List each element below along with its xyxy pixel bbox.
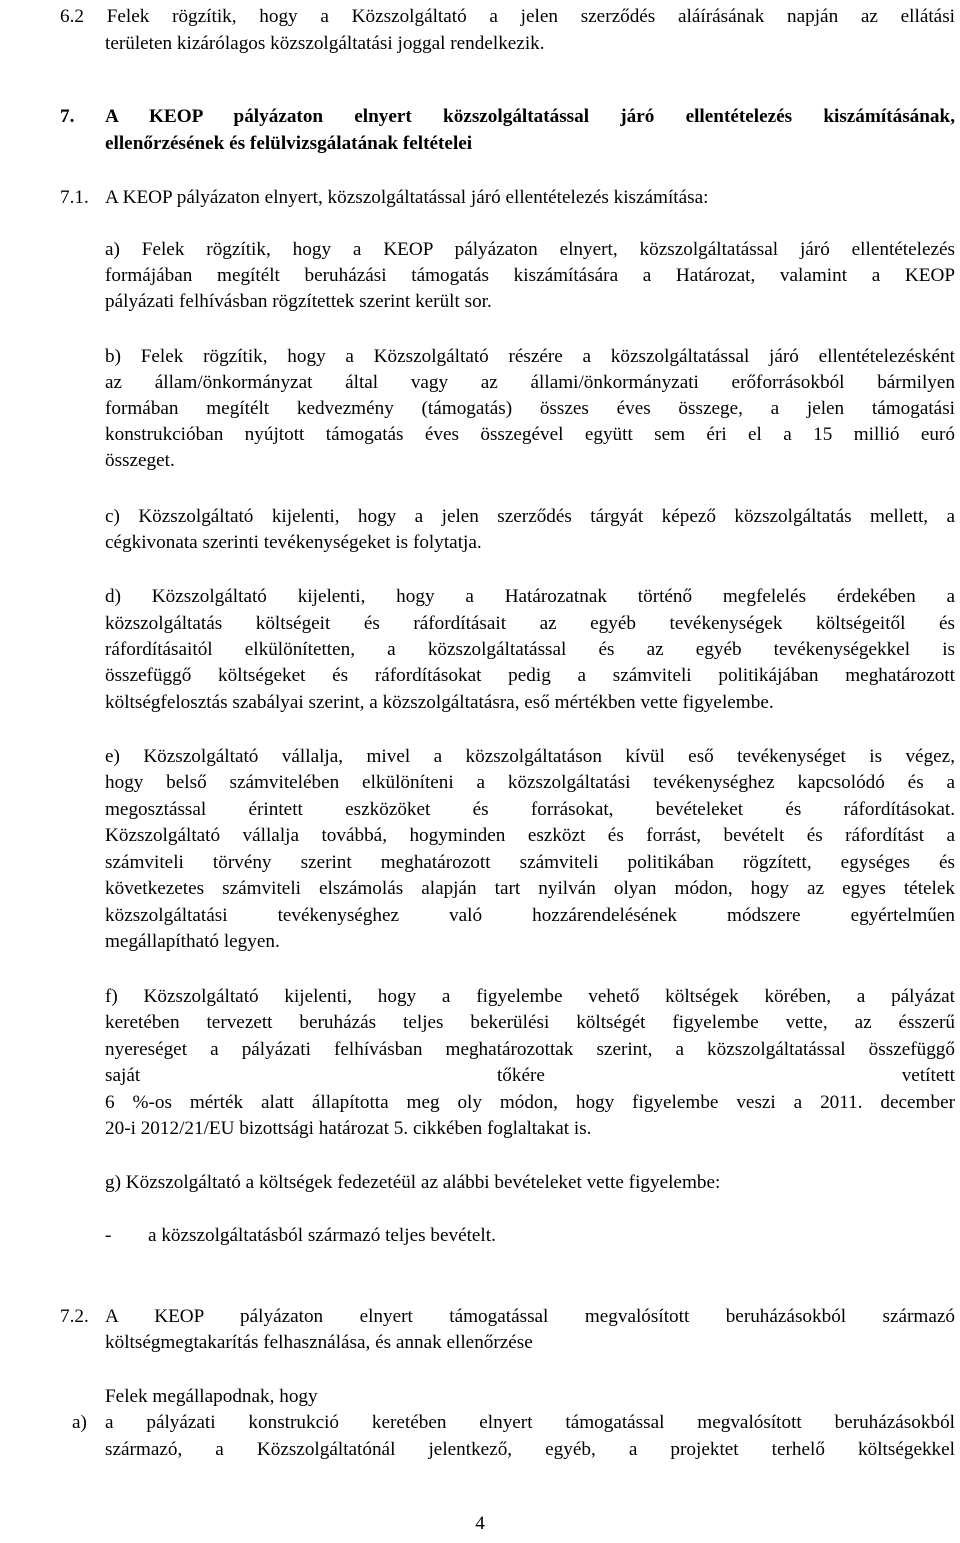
para-b-line: összeget.	[105, 450, 175, 471]
para-d-line: költségfelosztás szabályai szerint, a közszolgáltatásra, eső mértékben vette figyelembe.	[105, 692, 774, 713]
para-e-line: Közszolgáltató vállalja továbbá, hogyminden eszközt és forrást, bevételt és ráfordítást a	[105, 825, 955, 846]
para-d-line: közszolgáltatás költségeit és ráfordításait az egyéb tevékenységek költségeitől és	[105, 613, 955, 634]
para-f-line: 20-i 2012/21/EU bizottsági határozat 5. cikkében foglaltakat is.	[105, 1118, 592, 1139]
para-g-line: g) Közszolgáltató a költségek fedezetéül az alábbi bevételeket vette figyelembe:	[105, 1172, 721, 1193]
para-d-line: összefüggő költségeket és ráfordításokat pedig a számviteli politikájában meghatározott	[105, 665, 955, 686]
para-a-line: a) Felek rögzítik, hogy a KEOP pályázaton elnyert, közszolgáltatással járó ellentételezés	[105, 239, 955, 260]
para-d-line: ráfordításaitól elkülönítetten, a közszolgáltatással és az egyéb tevékenységekkel is	[105, 639, 955, 660]
section-7-2-item-a-line-1: a pályázati konstrukció keretében elnyert támogatással megvalósított beruházásokból	[105, 1412, 955, 1433]
para-b-line: b) Felek rögzítik, hogy a Közszolgáltató részére a közszolgáltatással járó ellentételezésként	[105, 346, 955, 367]
section-7-2-item-a-label: a)	[72, 1412, 87, 1433]
section-7-2-intro: Felek megállapodnak, hogy	[105, 1386, 318, 1407]
section-6-2-line-2: területen kizárólagos közszolgáltatási joggal rendelkezik.	[105, 33, 545, 54]
para-e-line: e) Közszolgáltató vállalja, mivel a közszolgáltatáson kívül eső tevékenységet is végez,	[105, 746, 955, 767]
para-f-line: 6 %-os mérték alatt állapította meg oly módon, hogy figyelembe veszi a 2011. december	[105, 1092, 955, 1113]
para-a-line: pályázati felhívásban rögzítettek szerint került sor.	[105, 291, 492, 312]
section-7-number: 7.	[60, 106, 75, 127]
para-f-line: nyereséget a pályázati felhívásban meghatározottak szerint, a közszolgáltatással összefüggő	[105, 1039, 955, 1060]
para-d-line: d) Közszolgáltató kijelenti, hogy a Határozatnak történő megfelelés érdekében a	[105, 586, 955, 607]
para-g-item: a közszolgáltatásból származó teljes bevételt.	[148, 1225, 496, 1246]
para-f-line: keretében tervezett beruházás teljes bekerülési költségét figyelembe vette, az ésszerű	[105, 1012, 955, 1033]
section-6-2-line-1: 6.2 Felek rögzítik, hogy a Közszolgáltató a jelen szerződés aláírásának napján az ellátási	[60, 6, 955, 27]
para-b-line: formában megítélt kedvezmény (támogatás) összes éves összege, a jelen támogatási	[105, 398, 955, 419]
para-e-line: megosztással érintett eszközöket és forrásokat, bevételeket és ráfordításokat.	[105, 799, 955, 820]
section-7-2-heading-line-2: költségmegtakarítás felhasználása, és annak ellenőrzése	[105, 1332, 533, 1353]
para-e-line: közszolgáltatási tevékenységhez való hozzárendelésének módszere egyértelműen	[105, 905, 955, 926]
para-f-line: f) Közszolgáltató kijelenti, hogy a figyelembe vehető költségek körében, a pályázat	[105, 986, 955, 1007]
section-7-2-heading-line-1: A KEOP pályázaton elnyert támogatással megvalósított beruházásokból származó	[105, 1306, 955, 1327]
section-7-2-number: 7.2.	[60, 1306, 89, 1327]
para-e-line: számviteli törvény szerint meghatározott számviteli politikában rögzített, egységes és	[105, 852, 955, 873]
page-number: 4	[475, 1513, 485, 1534]
para-c-line: cégkivonata szerinti tevékenységeket is folytatja.	[105, 532, 482, 553]
section-7-2-item-a-line-2: származó, a Közszolgáltatónál jelentkező, egyéb, a projektet terhelő költségekkel	[105, 1439, 955, 1460]
section-7-1-heading: A KEOP pályázaton elnyert, közszolgáltatással járó ellentételezés kiszámítása:	[105, 187, 709, 208]
para-e-line: hogy belső számvitelében elkülöníteni a közszolgáltatási tevékenységhez kapcsolódó és a	[105, 772, 955, 793]
para-c-line: c) Közszolgáltató kijelenti, hogy a jelen szerződés tárgyát képező közszolgáltatás mellett, a	[105, 506, 955, 527]
para-b-line: az állam/önkormányzat által vagy az állami/önkormányzati erőforrásokból bármilyen	[105, 372, 955, 393]
section-7-1-number: 7.1.	[60, 187, 89, 208]
para-a-line: formájában megítélt beruházási támogatás kiszámítására a Határozat, valamint a KEOP	[105, 265, 955, 286]
para-e-line: következetes számviteli elszámolás alapján tart nyilván olyan módon, hogy az egyes tételek	[105, 878, 955, 899]
para-b-line: konstrukcióban nyújtott támogatás éves összegével együtt sem éri el a 15 millió euró	[105, 424, 955, 445]
para-e-line: megállapítható legyen.	[105, 931, 280, 952]
para-g-dash: -	[105, 1225, 112, 1246]
section-7-heading-line-2: ellenőrzésének és felülvizsgálatának feltételei	[105, 133, 473, 154]
para-f-line: saját tőkére vetített	[105, 1065, 955, 1086]
section-7-heading-line-1: A KEOP pályázaton elnyert közszolgáltatással járó ellentételezés kiszámításának,	[105, 106, 955, 127]
